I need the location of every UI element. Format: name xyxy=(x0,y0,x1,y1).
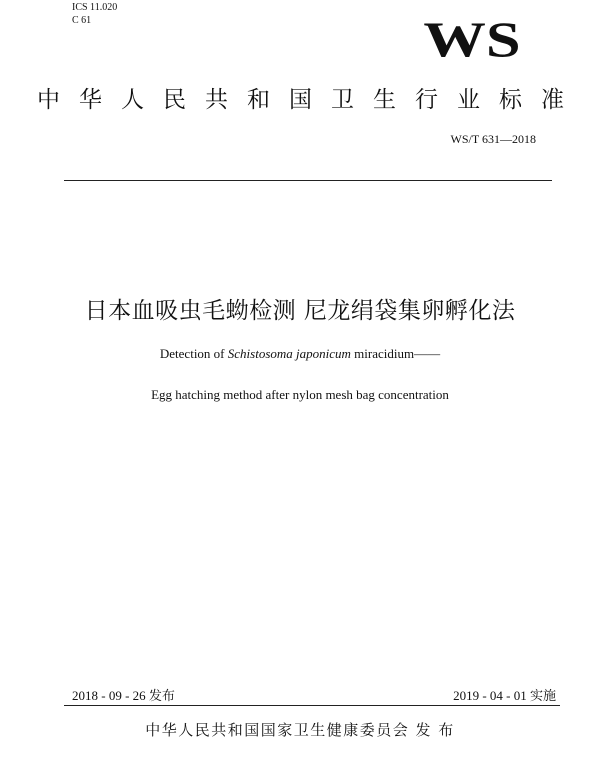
document-title-chinese: 日本血吸虫毛蚴检测 尼龙绢袋集卵孵化法 xyxy=(84,298,516,324)
english-title-suffix: miracidium—— xyxy=(350,346,441,361)
ws-logo xyxy=(408,16,536,64)
ws-logo-text: WS xyxy=(423,16,521,64)
english-title-prefix: Detection of xyxy=(159,346,228,361)
standard-category-title: 中华人民共和国卫生行业标准 xyxy=(37,87,583,112)
header-divider xyxy=(64,180,552,181)
publish-date: 2018 - 09 - 26 发布 xyxy=(72,688,175,703)
standard-number: WS/T 631—2018 xyxy=(450,132,536,146)
document-title-english-line2: Egg hatching method after nylon mesh bag concentration xyxy=(151,387,449,402)
ws-logo-graphic xyxy=(408,16,536,64)
footer-divider xyxy=(64,705,560,706)
english-title-species: Schistosoma japonicum xyxy=(227,346,351,361)
ics-code: ICS 11.020 xyxy=(72,2,118,13)
implement-date: 2019 - 04 - 01 实施 xyxy=(453,688,556,703)
document-title-english-line1 xyxy=(0,345,600,363)
issuing-authority: 中华人民共和国国家卫生健康委员会 发 布 xyxy=(145,721,455,739)
ccs-code: C 61 xyxy=(72,15,92,26)
